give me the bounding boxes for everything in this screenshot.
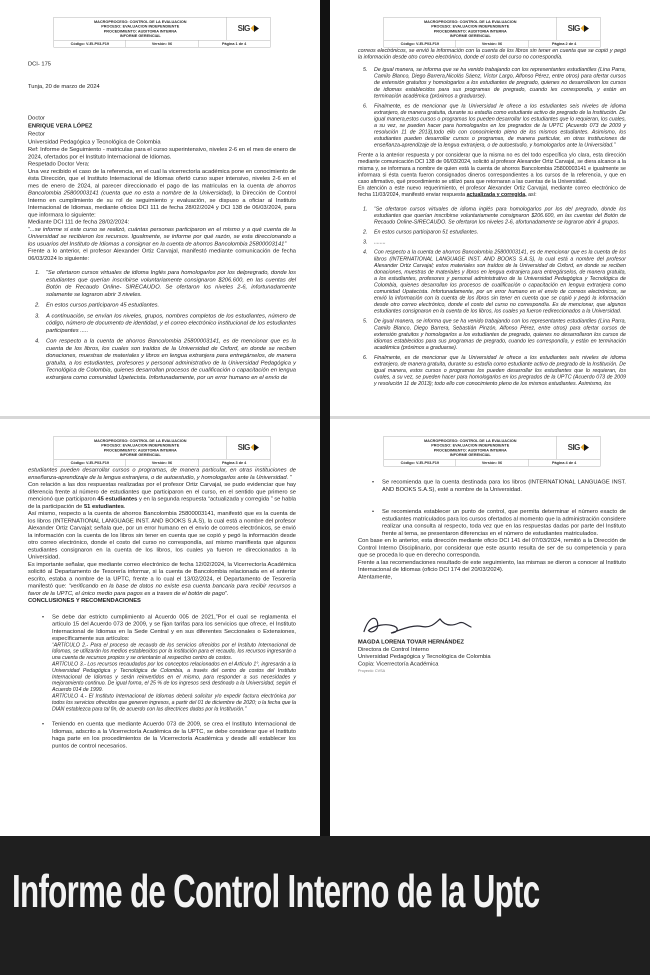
sig-logo-icon	[581, 24, 589, 33]
header-macroproceso: MACROPROCESO: CONTROL DE LA EVALUACION	[93, 438, 187, 443]
list-item: 5. De igual manera, se informa que se ha venido trabajando con los representantes estudiantiles (Lina Parra, Camilo Blanco, Diego Barrera,Nicolás Sáenz, Víctor Largo, Alfonso Pérez, entre otros) para ofertar cursos de extensión gratuitos y homologarlos a los estudiantes de pregrado, quienes no desarrollaron los cursos de idiomas establecidos para sus programas de pregrado, cuando les correspondía, y están en terminación académica (próximos a graduarse).	[363, 66, 626, 99]
doc-header-3	[54, 436, 271, 467]
header-procedimiento: PROCEDIMIENTO: AUDITORIA INTERNA	[433, 447, 507, 453]
article-quotes	[52, 642, 296, 712]
header-page-number: Página 2 de 4	[552, 41, 577, 46]
list-item: 3. ........	[363, 239, 386, 246]
header-macroproceso: MACROPROCESO: CONTROL DE LA EVALUACION	[423, 438, 517, 443]
paragraph: En atención a este nuevo requerimiento, el profesor Alexander Ortiz Carvajal, mediante correo electrónico de fecha 11/03/2024, manifestó enviar respuesta actualizada y corregida, así:	[358, 184, 626, 198]
sig-logo-text: SIG	[567, 443, 580, 452]
header-informe: INFORME GERENCIAL	[119, 33, 161, 39]
sig-logo-text: SIG	[567, 24, 580, 33]
numbered-list	[35, 269, 296, 381]
closing: Atentamente,	[358, 573, 393, 580]
sig-logo	[227, 18, 271, 40]
list-item: 1. “Se ofertaron cursos virtuales de idioma inglés para homologarlos por los del pregrado, donde los estudiantes que querían inscribirse voluntariamente consignaron $206.600, en las cuentas del Botón de Recaudo Online-SIRECAUDO. Se ofertaron los niveles 2-6, afortunadamente se lograron abrir 4 grupos.	[363, 206, 626, 226]
list-item: 6. Finalmente, es de mencionar que la Universidad le ofrece a los estudiantes seis niveles de idioma extranjero, de manera gratuita, durante su estadía como estudiante activo de pregrado de la Institución. De igual manera, estos cursos o programas los pueden desarrollar los estudiantes que lo requieran, los cuales, a su vez, se pueden hacer para homologarlos en los pregrados de la UPTC (Acuerdo 073 de 2009 y resolución 11 de 2013); todo ello con conocimiento pleno de los mismos estudiantes. Asimismo, los	[363, 354, 626, 387]
doc-header-top	[54, 437, 270, 460]
greeting: Respetado Doctor Vera:	[28, 161, 90, 168]
sig-logo-icon	[251, 24, 259, 33]
header-codigo: Código: V-EI-P03-F19	[384, 40, 456, 47]
signer-institution: Universidad Pedagógica y Tecnológica de Colombia	[358, 653, 491, 660]
list-item: 5. De igual manera, se informa que se ha venido trabajando con los representantes estudiantiles (Lina Parra, Camilo Blanco, Diego Barrera, Sebastián Pinzón, Alfonso Pérez, entre otros) para ofertar cursos de extensión gratuitos y homologarlos a los estudiantes de pregrado, quienes no desarrollaron los cursos de idiomas establecidos para sus programas de pregrado, cuando les correspondía, y están en terminación académica (próximos a graduarse).	[363, 318, 626, 351]
header-version: Versión: 06	[456, 40, 528, 47]
header-version: Versión: 06	[456, 459, 528, 466]
doc-header-top	[384, 437, 600, 460]
bullet-item: • Teniendo en cuenta que mediante Acuerdo 073 de 2009, se crea el Instituto Internacional de Idiomas, adscrito a la Vicerrectoría Académica de la UPTC, se debe considerar que el Instituto haga parte en los procedimientos de la Vicerrectoría Académica y desde allí establecer los puntos de control necesarios.	[42, 721, 296, 749]
quote-block: “...se informe si este curso se realizó, cuántas personas participaron en el mismo y a qué cuenta de la Universidad se recibieron los recursos. Igualmente, se informe por qué razón, se esta direccionando a los usuarios del Instituto de Idiomas a consignar en la cuenta de ahorros Bancolombia 25800003141”	[28, 226, 296, 247]
copy-line: Copia: Vicerrectoría Académica	[358, 660, 439, 667]
recipient-block	[28, 114, 296, 146]
paragraph: Frente a la anterior respuesta y por considerar que la misma no es del todo específica y/o clara, esta dirección mediante comunicación DCI 138 de 06/03/2024, solicitó al profesor Alexander Ortiz Carvajal, se diera alcance a la misma y, se informara a nombre de quien está la cuenta de ahorros Bancolombia 25800003141 e igualmente se informara si ésta cuenta fueron consignados dineros correspondientes a los cursos de la referencia, y que en caso afirmativo, qué procedimiento se utilizó para que retornaran a las cuentas de la Universidad.	[358, 152, 626, 185]
sig-logo-icon	[581, 443, 589, 452]
sig-logo	[557, 18, 601, 40]
header-proceso: PROCESO: EVALUACION INDEPENDIENTE	[431, 24, 510, 29]
header-page-number: Página 1 de 4	[222, 41, 247, 46]
signer-title: Directora de Control Interno	[358, 646, 429, 653]
sig-logo	[557, 437, 601, 459]
banner-title: Informe de Control Interno de la Uptc	[12, 865, 540, 917]
doc-header-meta	[54, 40, 270, 47]
header-proceso: PROCESO: EVALUACION INDEPENDIENTE	[101, 443, 180, 448]
bullet-item: • Se recomienda que la cuenta destinada para los libros (INTERNATIONAL LANGUAGE INST. AND BOOKS S.A.S), esté a nombre de la Universidad.	[372, 479, 626, 493]
page-2-sheet	[330, 0, 650, 416]
section-heading: CONCLUSIONES Y RECOMENDACIONES	[28, 597, 141, 604]
sig-logo-text: SIG	[237, 443, 250, 452]
numbered-list	[363, 67, 626, 149]
header-procedimiento: PROCEDIMIENTO: AUDITORIA INTERNA	[103, 447, 177, 453]
header-informe: INFORME GERENCIAL	[449, 452, 491, 458]
page-4-sheet	[330, 419, 650, 836]
header-informe: INFORME GERENCIAL	[449, 33, 491, 39]
doc-header-4	[384, 436, 601, 467]
paragraph: Es importante señalar, que mediante correo electrónico de fecha 12/02/2024, la Vicerrectoría Académica solicitó al Departamento de Tesorería informar, si la cuenta de Bancolombia relacionada en el anterior escrito, estaba a nombre de la UPTC, frente a lo cual el 13/02/2024, el Departamento de Tesorería manifestó que: “verificando en la base de datos no existe esa cuenta bancaria para recibir recursos a favor de la UPTC, el único medio para pagos es a traves de el botón de pago”.	[28, 561, 296, 597]
recipient-title: Rector	[28, 131, 45, 138]
paragraph: Frente a lo anterior, el profesor Alexander Ortiz Carvajal, manifestó mediante comunicación de fecha 06/03/2024 lo siguiente:	[28, 248, 296, 262]
list-item: 4. Con respecto a la cuenta de ahorros Bancolombia 25800003141, es de mencionar que es la cuenta de los libros, los cuales son traídos de la Universidad de Oxford, en donde se reciben donaciones, muestras de materiales y libros en lengua extranjera para entregárselos, de manera gratuita, a los estudiantes, profesores y personal administrativo de la Universidad Pedagógica y Tecnológica de Colombia, quienes desarrollan procesos de cualificación o capacitación en lengua extranjera como comunidad Upetecista. Infortunadamente, por un error humano en el envío de	[35, 338, 296, 381]
header-version: Versión: 06	[126, 40, 198, 47]
doc-header-lines	[384, 18, 557, 40]
header-page-number: Página 4 de 4	[552, 460, 577, 465]
bullet-item: • Se debe dar estricto cumplimiento al Acuerdo 005 de 2021,”Por el cual se reglamenta el artículo 15 del Acuerdo 073 de 2009, y se fijan tarifas para los servicios que ofrece, el Instituto Internacional de Idiomas en la Sede Central y en sus diferentes Seccionales o Extensiones, específicamente sus artículos:	[42, 613, 296, 642]
bullet-item: • Se recomienda establecer un punto de control, que permita determinar el número exacto de estudiantes matriculados para los cursos ofertados al momento que la administración considere realizar una consulta al respecto, toda vez que en las respuestas dadas por parte del Instituto frente al tema, se presentaron diferencias en el número de estudiantes matriculados.	[372, 508, 626, 537]
numbered-list	[363, 206, 626, 387]
article-3: ARTÍCULO 3.- Los recursos recaudados por los conceptos relacionados en el Artículo 1°, ingresarán a la Universidad Pedagógica y Tecnológica de Colombia, a través del centro de costos del Instituto Internacional de Idiomas y serán reinvertidos en el mismo, para responder a sus necesidades y mejoramiento continuo. De igual forma, el 25 % de los ingresos será destinado a la Universidad, según el Acuerdo 014 de 1999.	[52, 661, 296, 693]
doc-header-meta	[54, 459, 270, 466]
header-macroproceso: MACROPROCESO: CONTROL DE LA EVALUACION	[423, 19, 517, 24]
subject-line: Ref: Informe de Seguimiento - matriculas para el curso superintensivo, niveles 2-6 en el mes de enero de 2024, ofertados por el Instituto Internacional de Idiomas.	[28, 146, 296, 160]
sig-logo	[227, 437, 271, 459]
paragraph: Con relación a las dos respuestas realizadas por el profesor Ortiz Carvajal, se pudo evidenciar que hay diferencia frente al número de estudiantes que participaron en el curso, en el sentido que primero se mencionó que participaron 45 estudiantes y en la segunda respuesta “actualizada y corregida ” se habla de la participación de 51 estudiantes.	[28, 481, 296, 510]
page-3	[0, 419, 320, 836]
doc-header-2	[384, 17, 601, 48]
doc-header-top	[384, 18, 600, 41]
list-item: 2. En estos cursos participaron 51 estudiantes.	[363, 229, 479, 236]
doc-header-lines	[384, 437, 557, 459]
sig-logo-text: SIG	[237, 24, 250, 33]
header-macroproceso: MACROPROCESO: CONTROL DE LA EVALUACION	[93, 19, 187, 24]
header-procedimiento: PROCEDIMIENTO: AUDITORIA INTERNA	[103, 28, 177, 34]
header-codigo: Código: V-EI-P03-F19	[54, 40, 126, 47]
header-proceso: PROCESO: EVALUACION INDEPENDIENTE	[101, 24, 180, 29]
letter-date: Tunja, 20 de marzo de 2024	[28, 83, 100, 90]
paragraph: Una vez recibido el caso de la referencia, en el cual la vicerrectoría académica pone en conocimiento de ésta Dirección, que el Instituto Internacional de Idiomas ofertó curso super intensivo, niveles 2-6 en el mes de enero de 2024, al parecer direccionado el pago de las matriculas en la cuenta de ahorros Bancolombia 25800003141 (cuenta que no esta a nombre de la Universidad), la Dirección de Control Interno en cumplimiento de su rol de seguimiento y evaluación, se dispuso a oficiar al Instituto Internacional de Idiomas, mediante oficios DCI 111 de fecha 28/02/2024 y DCI 138 de 06/03/2024, para que informara lo siguiente:	[28, 168, 296, 218]
list-item: 3. A continuación, se envían los niveles, grupos, nombres completos de los estudiantes, número de código, número de documento de identidad, y el correo electrónico institucional de los estudiantes participantes .....	[35, 312, 296, 334]
article-2: “ARTÍCULO 2.- Para el proceso de recaudo de los servicios ofrecidos por el Instituto Internacional de Idiomas, se utilizarán los medios establecidos por la institución para el recaudo, los recursos ingresarán a una cuenta de recursos propios y se orientarán al respectivo centro de costos.	[52, 642, 296, 661]
doc-header-meta	[384, 40, 600, 47]
quote-continuation: estudiantes pueden desarrollar cursos o programas, de manera particular, en otras instituciones de enseñanza-aprendizaje de la lengua extranjera, o de autoestudio, y homologarlos ante la Universidad. ”	[28, 467, 296, 481]
list-item: 1. “Se ofertaron cursos virtuales de idioma Inglés para homologarlos por los delpregrado, donde los estudiantes que querían inscribirse voluntariamente consignaron $206.600, en las cuentas del Botón de Recaudo Online- SIRECAUDO. Se ofertaron los niveles 2-6, infortunadamente solamente se lograron abrir 3 niveles.	[35, 269, 296, 298]
paragraph: Con base en lo anterior, esta dirección mediante oficio DCI 141 del 07/03/2024, remitió a la Dirección de Control Interno Disciplinario, por considerar que este asunto resulta de ser de su competencia y para que se proceda lo que en derecho corresponda.	[358, 537, 626, 559]
doc-header-top	[54, 18, 270, 41]
paragraph: Mediante DCI 111 de fecha 28/02/2024:	[28, 219, 130, 226]
column-divider	[320, 0, 330, 836]
letter-number: DCI- 175	[28, 61, 52, 68]
drafted-by: Proyectó: CVSA	[358, 668, 386, 674]
recipient-name: ENRIQUE VERA LÓPEZ	[28, 123, 93, 130]
doc-header-lines	[54, 437, 227, 459]
header-codigo: Código: V-EI-P03-F19	[54, 459, 126, 466]
page-1-sheet	[0, 0, 320, 416]
header-informe: INFORME GERENCIAL	[119, 452, 161, 458]
header-version: Versión: 06	[126, 459, 198, 466]
header-procedimiento: PROCEDIMIENTO: AUDITORIA INTERNA	[433, 28, 507, 34]
list-item: 4. Con respecto a la cuenta de ahorros Bancolombia 25800003141, es de mencionar que es la cuenta de los libros (INTERNATIONAL LANGUAGE INST. AND BOOKS S.A.S), la cual está a nombre del profesor Alexander Ortiz Carvajal; estos materiales son traídos de la Universidad de Oxford, en donde se reciben donaciones, muestras de materiales y libros en lengua extranjera para entregárselos, de manera gratuita, a los estudiantes, profesores y personal administrativo de la Universidad Pedagógica y Tecnológica de Colombia, quienes desarrollan los procesos de cualificación o capacitación en lengua extranjera como comunidad Upatecista. Infortunadamente, por un error humano en el envío de correos electrónicos, se envió la información con la cuenta de los libros sin tener en cuenta que se copió y pegó la información desde otro correo electrónico, donde el costo del curso no correspondía. Es de mencionar, que algunos estudiantes consignaron en la cuenta de los libros, los cuales ya fueron redireccionados a la Universidad.	[363, 249, 626, 315]
recipient-institution: Universidad Pedagógica y Tecnológica de Colombia	[28, 139, 161, 146]
list-item: 6. Finalmente, es de mencionar que la Universidad le ofrece a los estudiantes seis niveles de idioma extranjero, de manera gratuita, durante su estadía como estudiante activo de pregrado de la Institución. De igual manera,estos cursos o programas los pueden desarrollar los estudiantes que lo requieran, los cuales, a su vez, se pueden hacer para homologarlos en los pregrados de la UPTC (Acuerdo 073 de 2009 y resolución 11 de 2013),todo ello con conocimiento pleno de los mismos estudiantes. Asimismo, los estudiantes pueden desarrollar cursos o programas, de manera particular, en otras instituciones de enseñanza-aprendizaje de la lengua extranjera, o de autoestudio, y homologarlos ante la Universidad.”	[363, 102, 626, 149]
recipient-salutation: Doctor	[28, 115, 45, 122]
doc-header-1	[54, 17, 271, 48]
doc-header-meta	[384, 459, 600, 466]
article-4: ARTÍCULO 4.- El Instituto Internacional de Idiomas deberá solicitar y/o expedir factura electrónica por todos los servicios ofrecidos que generen ingresos, a partir del 01 de diciembre de 2020; o la fecha que la DIAN establezca para tal fin, de acuerdo con las directrices dadas por la Institución.”	[52, 693, 296, 712]
header-page-number: Página 3 de 4	[222, 460, 247, 465]
doc-header-lines	[54, 18, 227, 40]
header-proceso: PROCESO: EVALUACION INDEPENDIENTE	[431, 443, 510, 448]
paragraph: Así mismo, respecto a la cuenta de ahorros Bancolombia 25800003141, manifestó que es la cuenta de los libros (INTERNATIONAL LANGUAGE INST. AND BOOKS S.A.S), la cual está a nombre del profesor Alexander Ortiz Carvajal; señala que, por un error humano en el envío de correos electrónicos, se envió la información con la cuenta de los libros sin tener en cuenta que se copió y pegó la información desde otro correo electrónico, donde el costo del curso no correspondía, así mismo manifiesta que algunos estudiantes consignaron en la cuenta de los libros, los cuales ya fueron re direccionados a la Universidad.	[28, 510, 296, 561]
signer-name: MAGDA LORENA TOVAR HERNÁNDEZ	[358, 639, 465, 646]
list-continuation: correos electrónicos, se envió la información con la cuenta de los libros sin tener en cuenta que se copió y pegó la información desde otro correo electrónico, donde el costo del curso no correspondía.	[358, 47, 626, 61]
page-3-sheet	[0, 419, 320, 836]
page-1	[0, 0, 320, 416]
title-banner	[0, 836, 650, 975]
header-codigo: Código: V-EI-P03-F19	[384, 459, 456, 466]
paragraph: Frente a las recomendaciones resultado de este seguimiento, las mismas se dieron a conocer al Instituto Internacional de Idiomas (oficio DCI 174 del 20/03/2024).	[358, 559, 626, 573]
page-2	[330, 0, 650, 416]
sig-logo-icon	[251, 443, 259, 452]
list-item: 2. En estos cursos participaron 45 estudiantes.	[35, 302, 160, 309]
signature-scribble	[360, 613, 475, 639]
page-4	[330, 419, 650, 836]
